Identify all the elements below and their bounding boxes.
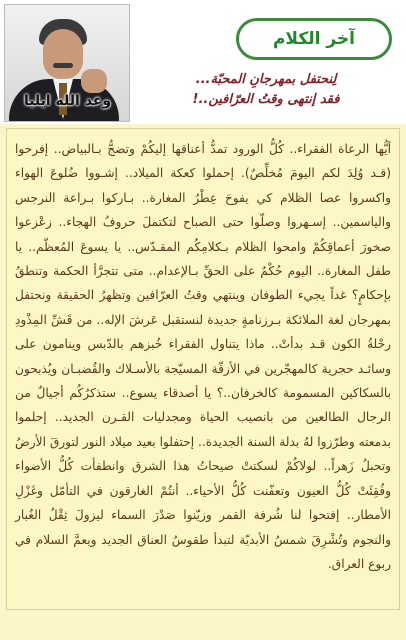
headline-line-1: لِنحتفل بمهرجانِ المحبّة... bbox=[195, 72, 337, 87]
headline bbox=[140, 70, 392, 110]
article-text: أيُّها الرعاة الفقراء.. كُلُّ الورود تمدُّ أعناقها إليكُمْ وتضجُّ بـالبياض.. إفرحوا (قـد وُلِدَ لكم اليومَ مُخلِّصٌ). إحملوا كعكة الميلاد.. إشـووا ضُلوعَ الهواء واكسروا عصا الظلام كي يفوحَ عِطْرُ المغارة.. بـاركوا بـراعة النرجس والياسمين.. إسـهروا وصلّوا حتى الصباح لتكتملَ حروفُ الهجاء.. زعْزعوا صخورَ أعماقِكُمْ وامحوا الظلام بـكلامِكُم المقـدّس.. يا يسوعَ المُعظّم.. يا طفل المغارة.. اليوم حُكْمٌ على الحقِّ بـالإعدام.. متى تتجرَّأ الحكمة وتنطقُ بإحكامٍ؟ غداً يجيء الطوفان وينتهي وقتُ العرّافين وتظهرُ الحقيقة ونحتفل بمهرجان لغة الملائكة بـرزنامةٍ جديدة لنستقبل عَرشَ الإله.. من قَشِّ المِذْودِ رحْلةُ الكون قـد بدأتْ.. ماذا يتناول الفقراء خُبزهم بالدّبس وينامون على وسائـد حجرية كالمهجّرين في الأزقّة المسيّجة بالأسـلاك والقُضبـان ويُذبحون بالسكاكين المسمومة كالخرفان..؟ يا أصدقاء يسوع.. ستذكرُكُم أجيالٌ من الرجال الطالعين من بانصيب الحياة ومجدليات القـرن الجديد.. إحلموا بدمعته وطرّزوا لهُ بدلة السنة الجديدة.. إحتفلوا بعيد ميلاد النور لتورقَ الأرضُ وتحبلُ زَهراً.. لولاكُمْ لسكتتْ صيحاتُ هذا الشرق وانطفأت كُلُّ الأضواء وفُقِئَتْ كُلُّ العيون وتعفّنت كُلُّ الأحياء.. أنتُمْ الغارقون في التأمّل وغَزْلِ الأمطار.. إفتحوا لنا شُرفة القمر وزيّنوا صَدْرَ السماء ليزولَ ثِقْلُ الغُبار والنجوم وتُشْرِقَ شمسُ الأبديّة لتبدأ طقوسُ العناق الجديد ويعمَّ السلام في ربوع العراق. bbox=[15, 142, 391, 571]
headline-line-2: فقد إنتهى وقتُ العرّافين..! bbox=[192, 92, 340, 107]
header bbox=[0, 0, 406, 124]
photo-hand bbox=[81, 69, 107, 93]
photo-face bbox=[43, 29, 83, 79]
column-title-badge bbox=[236, 18, 392, 60]
article-body bbox=[6, 128, 400, 610]
author-name: وعد الله ايليا bbox=[23, 93, 112, 109]
column-title: آخر الكلام bbox=[272, 29, 356, 49]
photo-moustache bbox=[53, 63, 73, 68]
